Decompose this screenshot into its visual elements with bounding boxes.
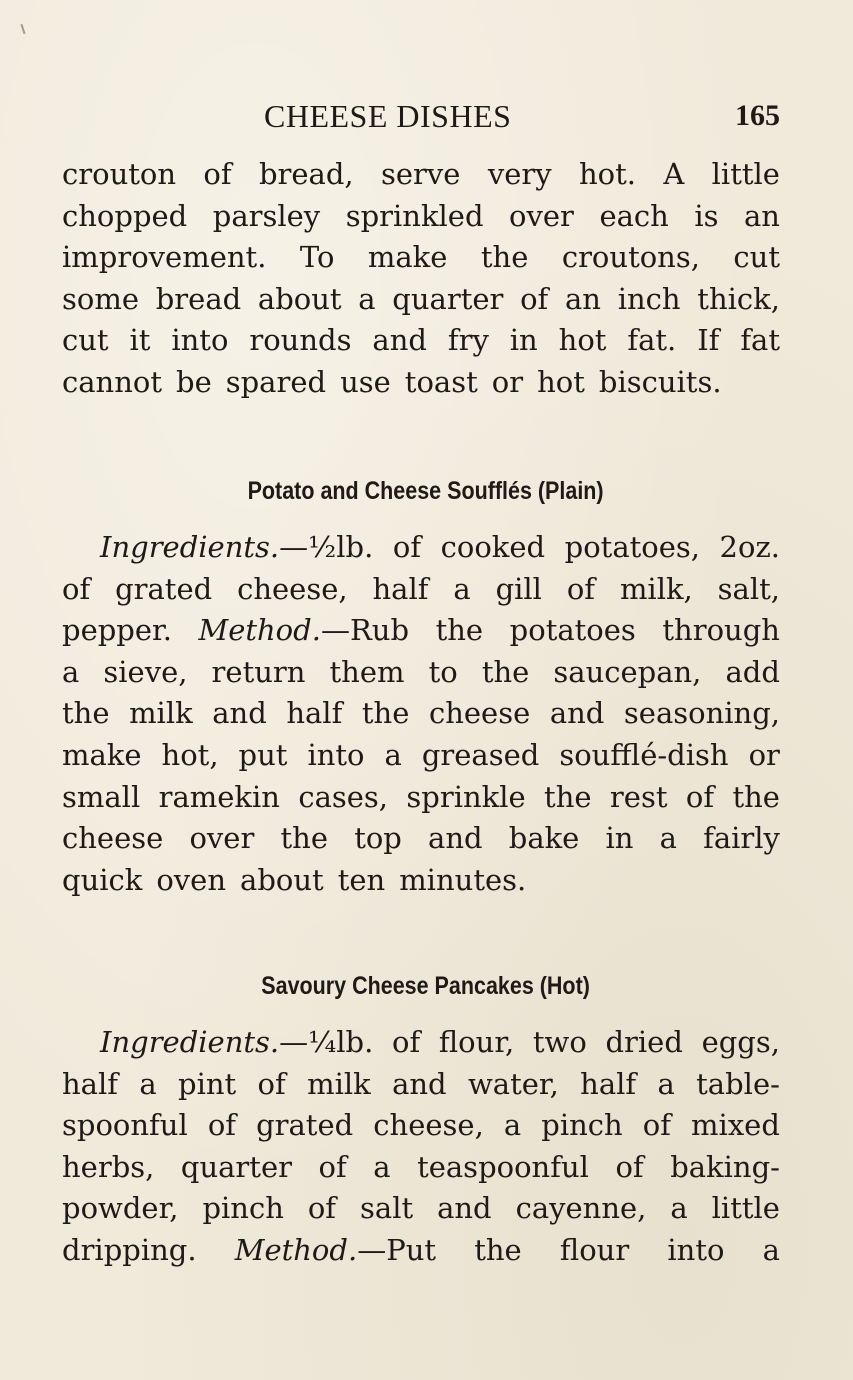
word: quick [62,862,143,897]
word: potatoes, [564,530,700,564]
method-lead [199,610,410,652]
text-line [62,735,780,777]
word: potatoes [509,613,636,648]
word: put [238,737,288,772]
word: pint [178,1066,237,1101]
word: through [662,613,780,648]
word: two [532,1025,587,1059]
word: use [340,364,391,399]
word: very [487,157,552,191]
word: cheese, [237,571,348,606]
word: small [62,779,141,814]
word: salt [360,1191,414,1226]
word: cut [733,240,780,275]
word: a [657,1066,675,1101]
word: dried [605,1025,683,1059]
word: cayenne, [515,1191,647,1226]
word: thick, [697,281,780,316]
word: about [240,862,324,897]
running-head [264,96,780,136]
word: make [367,240,448,275]
method-label: Method. [234,1232,358,1267]
word: the [280,821,329,856]
word: milk [129,696,193,731]
word: improvement. [62,240,267,275]
word: and [212,696,267,731]
word: and [372,323,427,358]
word: a [659,821,677,856]
word: —Put [357,1232,437,1267]
word: into [307,737,365,772]
word: A [663,157,685,191]
word: seasoning, [623,696,780,731]
word: 2oz. [719,530,780,564]
text-line [62,818,780,860]
word: powder, [62,1191,179,1226]
text-line [62,860,780,902]
text-line [62,196,780,238]
word: a [358,281,376,316]
word: the [480,240,529,275]
word: spoonful [62,1108,188,1143]
word: cut [62,323,109,358]
word: mixed [691,1108,780,1143]
text-line [62,1022,780,1064]
word: cases, [298,779,389,814]
word: a [139,1066,157,1101]
word: milk, [619,571,693,606]
word: an [565,281,601,316]
word: ten [337,862,386,897]
word: and [549,696,605,731]
text-line [62,1105,780,1147]
word: cheese, [373,1108,484,1143]
word: spared [225,364,327,399]
word: a [503,1108,522,1143]
word: the [361,696,410,731]
text-line [62,362,780,404]
word: them [329,654,405,689]
word: of [318,1149,347,1184]
word: add [725,654,780,689]
word: of [62,571,91,606]
word: each [599,198,669,233]
word: fat [740,323,780,358]
word: dripping. [62,1232,197,1267]
text-line [62,320,780,362]
word: hot. [578,157,636,191]
word: the [732,779,780,814]
recipe-heading: Savoury Cheese Pancakes (Hot) [261,972,590,1000]
ingredients-label: Ingredients. [100,530,280,564]
ingredients-lead [100,1022,373,1064]
word: To [299,240,335,275]
word: an [744,198,780,233]
word: a [670,1191,688,1226]
word: bread, [258,157,354,191]
word: quarter [392,281,504,316]
recipe-paragraph [62,527,780,901]
word: of [392,530,422,564]
word: —¼lb. [279,1025,374,1059]
word: or [748,737,780,772]
text-line [62,237,780,279]
word: croutons, [561,240,700,275]
word: fry [447,323,489,358]
word: and [437,1191,492,1226]
word: pinch [541,1108,623,1143]
word: is [694,198,719,233]
word: baking- [670,1149,780,1184]
word: the [62,696,110,731]
word: a [453,571,471,606]
word: little [711,157,780,191]
word: ramekin [158,779,280,814]
word: oven [156,862,227,897]
word: make [62,737,142,772]
text-line [62,154,780,196]
word: cheese [62,821,164,856]
word: gill [495,571,542,606]
word: of [307,1191,337,1226]
word: teaspoonful [417,1149,589,1184]
word: —Rub [320,613,410,648]
word: a [62,654,80,689]
word: flour [559,1232,630,1267]
word: over [189,821,255,856]
word: —½lb. [279,530,374,564]
word: inch [617,281,681,316]
word: fat. [627,323,677,358]
text-line [62,1147,780,1189]
word: greased [421,737,540,772]
word: the [481,654,530,689]
word: half [580,1066,637,1101]
word: flour, [438,1025,515,1059]
word: hot [537,364,585,399]
word: soufflé-dish [559,737,729,772]
word: in [605,821,634,856]
word: to [428,654,458,689]
word: quarter [180,1149,292,1184]
text-line [62,693,780,735]
word: parsley [212,198,321,233]
word: of [391,1025,421,1059]
word: sieve, [103,654,188,689]
method-lead [235,1230,436,1272]
method-label: Method. [198,613,321,648]
word: serve [381,157,461,191]
word: toast [404,364,478,399]
word: and [428,821,483,856]
text-line [62,1188,780,1230]
recipe-heading: Potato and Cheese Soufflés (Plain) [247,477,604,505]
ingredients-label: Ingredients. [100,1025,280,1059]
word: herbs, [62,1149,155,1184]
word: water, [467,1066,559,1101]
text-line [62,527,780,569]
word: it [129,323,151,358]
word: in [509,323,538,358]
word: the [474,1232,522,1267]
word: cooked [440,530,546,564]
word: minutes. [399,862,527,897]
margin-mark [21,24,26,34]
running-title: CHEESE DISHES [264,98,512,134]
word: over [509,198,574,233]
word: fairly [703,821,780,856]
word: of [520,281,549,316]
word: grated [115,571,213,606]
word: grated [256,1108,354,1143]
word: return [211,654,306,689]
ingredients-lead [100,527,373,569]
word: chopped [62,198,188,233]
word: of [615,1149,644,1184]
word: half [62,1066,118,1101]
recipe-paragraph [62,1022,780,1272]
word: bake [508,821,580,856]
word: some [62,281,140,316]
word: of [685,779,715,814]
word: about [257,281,342,316]
word: crouton [62,157,177,191]
word: of [566,571,596,606]
word: a [373,1149,391,1184]
word: of [257,1066,286,1101]
word: If [697,323,720,358]
continuation-paragraph [62,154,780,404]
text-line [62,777,780,819]
word: milk [307,1066,371,1101]
word: sprinkled [345,198,484,233]
word: saucepan, [553,654,702,689]
word: the [435,613,484,648]
page-number: 165 [735,99,780,132]
word: be [176,364,212,399]
word: into [667,1232,725,1267]
word: of [203,157,232,191]
word: the [544,779,592,814]
word: and [392,1066,447,1101]
word: cannot [62,364,162,399]
word: biscuits. [598,364,722,399]
text-line [62,610,780,652]
text-line [62,279,780,321]
text-line [62,569,780,611]
word: of [207,1108,237,1143]
word: salt, [717,571,780,606]
word: pinch [202,1191,284,1226]
word: table- [696,1066,780,1101]
text-line [62,652,780,694]
word: sprinkle [406,779,526,814]
word: bread [155,281,242,316]
word: half [286,696,343,731]
word: little [711,1191,780,1226]
word: eggs, [701,1025,780,1059]
text-line [62,1064,780,1106]
word: pepper. [62,613,172,648]
word: top [354,821,402,856]
word: a [762,1232,780,1267]
word: rest [609,779,668,814]
word: half [372,571,429,606]
word: rounds [249,323,352,358]
word: a [384,737,402,772]
word: into [171,323,229,358]
word: hot [558,323,607,358]
word: hot, [161,737,219,772]
word: or [491,364,524,399]
word: cheese [428,696,531,731]
text-line [62,1230,780,1272]
word: of [642,1108,671,1143]
